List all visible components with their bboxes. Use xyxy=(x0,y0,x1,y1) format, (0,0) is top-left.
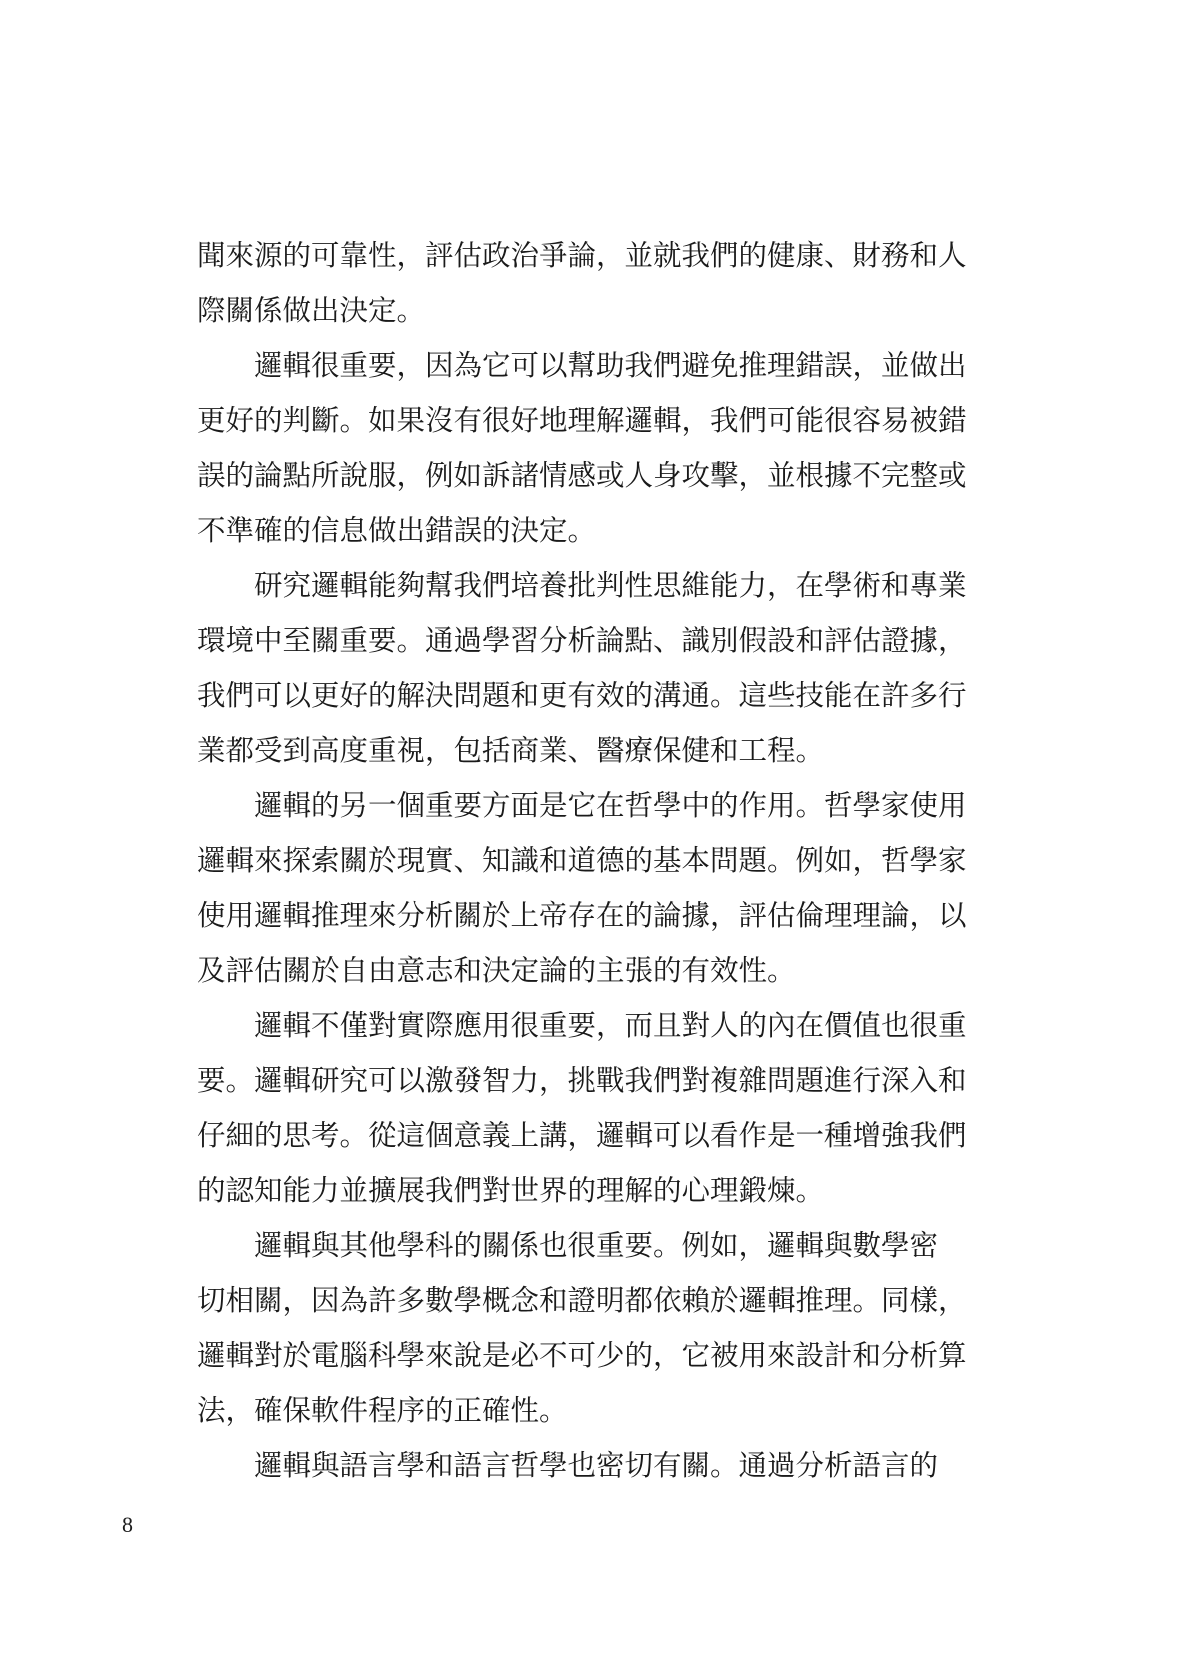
text-line: 邏輯對於電腦科學來說是必不可少的，它被用來設計和分析算 xyxy=(197,1339,967,1372)
paragraph-first-line: 邏輯的另一個重要方面是它在哲學中的作用。哲學家使用 xyxy=(254,789,967,822)
paragraph-first-line: 邏輯很重要，因為它可以幫助我們避免推理錯誤，並做出 xyxy=(254,349,967,382)
text-line: 誤的論點所說服，例如訴諸情感或人身攻擊，並根據不完整或 xyxy=(197,459,967,492)
text-line: 環境中至關重要。通過學習分析論點、識別假設和評估證據， xyxy=(197,624,967,657)
text-line: 使用邏輯推理來分析關於上帝存在的論據，評估倫理理論，以 xyxy=(197,899,967,932)
paragraph-first-line: 研究邏輯能夠幫我們培養批判性思維能力，在學術和專業 xyxy=(254,569,967,602)
text-line: 的認知能力並擴展我們對世界的理解的心理鍛煉。 xyxy=(197,1174,825,1207)
text-line: 法，確保軟件程序的正確性。 xyxy=(197,1394,568,1427)
paragraph-first-line: 邏輯不僅對實際應用很重要，而且對人的內在價值也很重 xyxy=(254,1009,967,1042)
paragraph-first-line: 邏輯與其他學科的關係也很重要。例如，邏輯與數學密 xyxy=(254,1229,939,1262)
text-line: 要。邏輯研究可以激發智力，挑戰我們對複雜問題進行深入和 xyxy=(197,1064,967,1097)
text-line: 聞來源的可靠性，評估政治爭論，並就我們的健康、財務和人 xyxy=(197,239,967,272)
text-line: 更好的判斷。如果沒有很好地理解邏輯，我們可能很容易被錯 xyxy=(197,404,967,437)
text-line: 及評估關於自由意志和決定論的主張的有效性。 xyxy=(197,954,796,987)
text-line: 際關係做出決定。 xyxy=(197,294,426,327)
body-text xyxy=(197,228,987,1493)
paragraph-first-line: 邏輯與語言學和語言哲學也密切有關。通過分析語言的 xyxy=(254,1449,939,1482)
page-number: 8 xyxy=(122,1512,133,1537)
text-line: 業都受到高度重視，包括商業、醫療保健和工程。 xyxy=(197,734,825,767)
text-line: 邏輯來探索關於現實、知識和道德的基本問題。例如，哲學家 xyxy=(197,844,967,877)
text-line: 我們可以更好的解決問題和更有效的溝通。這些技能在許多行 xyxy=(197,679,967,712)
text-line: 切相關，因為許多數學概念和證明都依賴於邏輯推理。同樣， xyxy=(197,1284,967,1317)
text-line: 仔細的思考。從這個意義上講，邏輯可以看作是一種增強我們 xyxy=(197,1119,967,1152)
text-line: 不準確的信息做出錯誤的決定。 xyxy=(197,514,597,547)
